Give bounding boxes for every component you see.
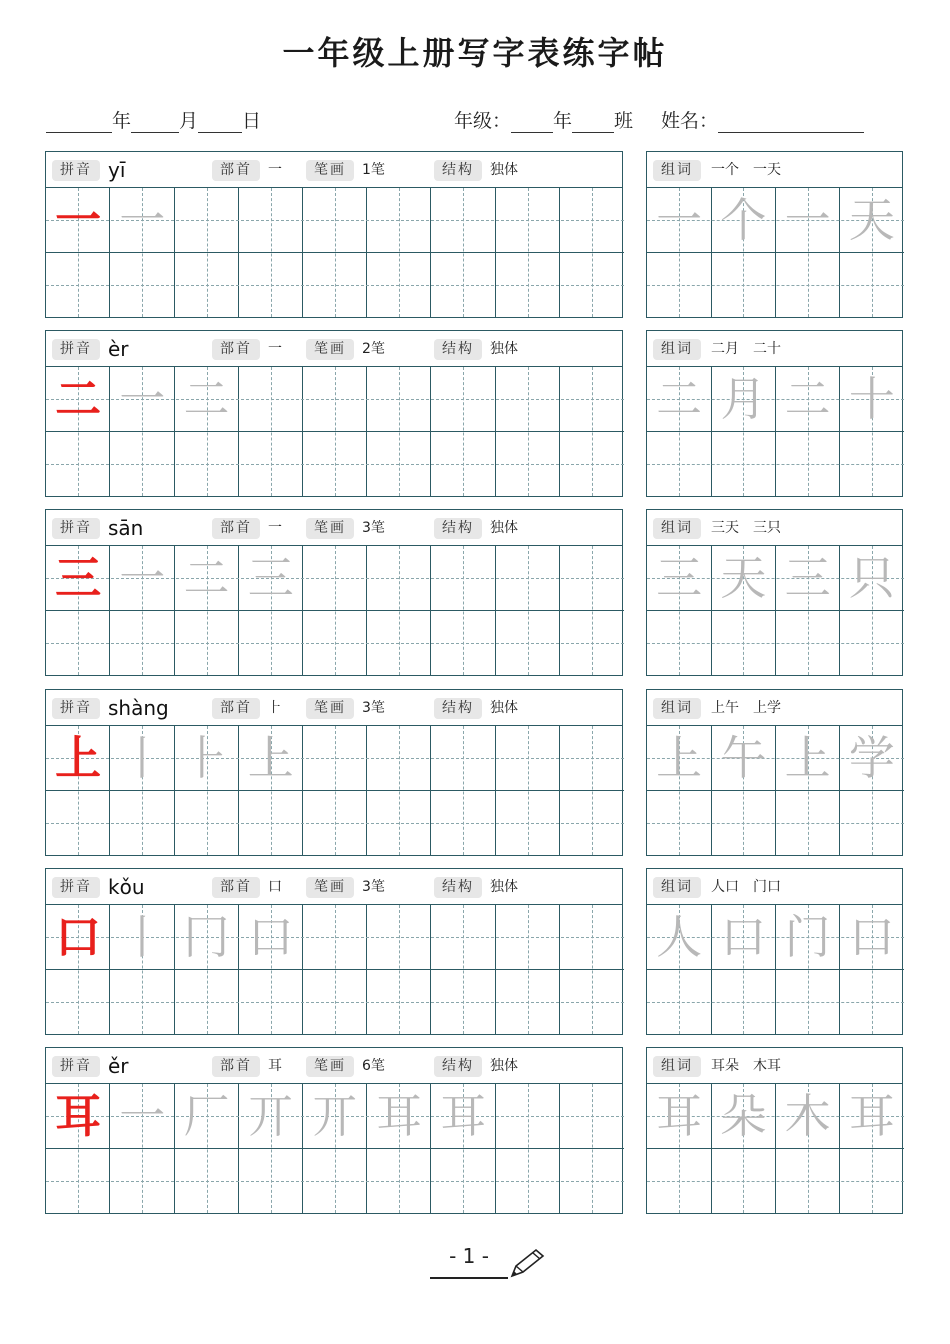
strokes-value: 3笔 [362,520,385,536]
strokes-tag: 笔画 [306,877,354,898]
radical-tag: 部首 [212,518,260,539]
trace-character: 一 [119,372,166,426]
trace-character: 天 [848,193,895,247]
page-number-underline [430,1277,508,1279]
writing-grid [647,726,904,855]
guide-line [528,726,529,855]
structure-value: 独体 [490,700,518,716]
grade-blank[interactable] [511,110,553,133]
pinyin-tag: 拼音 [52,339,100,360]
radical-tag: 部首 [212,339,260,360]
trace-character: 二 [183,372,230,426]
model-character: 一 [55,193,102,247]
trace-character: 口 [848,910,895,964]
strokes-value: 6笔 [362,1058,385,1074]
name-blank[interactable] [718,110,864,133]
guide-line [647,643,904,644]
guide-line [647,285,904,286]
strokes-tag: 笔画 [306,518,354,539]
character-panel [45,509,623,676]
trace-character: 一 [119,1089,166,1143]
trace-character: 个 [720,193,767,247]
writing-grid [647,367,904,496]
pencil-icon [508,1248,546,1280]
trace-character: 上 [784,731,831,785]
writing-grid [647,1084,904,1213]
words-tag: 组词 [653,160,701,181]
structure-value: 独体 [490,1058,518,1074]
trace-character: 口 [247,910,294,964]
guide-line [592,726,593,855]
character-panel [45,330,623,497]
character-panel [45,868,623,1035]
structure-value: 独体 [490,520,518,536]
trace-character: 一 [656,193,703,247]
character-panel [45,1047,623,1214]
guide-line [647,823,904,824]
structure-tag: 结构 [434,160,482,181]
guide-line [528,367,529,496]
student-info-row [46,106,902,136]
writing-grid [647,546,904,675]
pinyin-tag: 拼音 [52,160,100,181]
character-info-bar [46,869,622,905]
strokes-value: 2笔 [362,341,385,357]
guide-line [528,546,529,675]
character-panel [45,689,623,856]
structure-value: 独体 [490,341,518,357]
words-value: 耳朵 木耳 [711,1058,781,1074]
grade-year-label: 年 [553,110,573,132]
model-character: 上 [55,731,102,785]
name-label: 姓名： [661,110,719,132]
guide-line [463,367,464,496]
pinyin-tag: 拼音 [52,1056,100,1077]
words-value: 上午 上学 [711,700,781,716]
strokes-tag: 笔画 [306,698,354,719]
radical-value: ⺊ [268,700,282,716]
writing-grid [46,905,624,1034]
guide-line [46,464,624,465]
trace-character: 一 [119,551,166,605]
structure-tag: 结构 [434,518,482,539]
words-tag: 组词 [653,877,701,898]
class-label: 班 [614,110,634,132]
structure-value: 独体 [490,879,518,895]
trace-character: 耳 [848,1089,895,1143]
words-info-bar [647,690,902,726]
radical-value: 耳 [268,1058,282,1074]
trace-character: 天 [720,551,767,605]
guide-line [335,546,336,675]
character-info-bar [46,331,622,367]
words-tag: 组词 [653,1056,701,1077]
radical-value: 一 [268,341,282,357]
guide-line [399,546,400,675]
strokes-tag: 笔画 [306,1056,354,1077]
guide-line [46,823,624,824]
writing-grid [46,1084,624,1213]
trace-character: 二 [656,372,703,426]
words-panel [646,330,903,497]
month-blank[interactable] [131,110,179,133]
date-fields [46,106,261,133]
writing-grid [46,367,624,496]
character-info-bar [46,690,622,726]
guide-line [207,188,208,317]
guide-line [335,188,336,317]
words-value: 一个 一天 [711,162,781,178]
character-info-bar [46,1048,622,1084]
year-label: 年 [112,110,132,132]
trace-character: 冂 [183,910,230,964]
trace-character: 丌 [247,1089,294,1143]
words-info-bar [647,152,902,188]
words-value: 二月 二十 [711,341,781,357]
pinyin-value: yī [108,158,126,182]
strokes-value: 1笔 [362,162,385,178]
guide-line [399,726,400,855]
pinyin-tag: 拼音 [52,698,100,719]
strokes-value: 3笔 [362,879,385,895]
trace-character: 午 [720,731,767,785]
pinyin-value: shàng [108,696,169,720]
words-value: 人口 门口 [711,879,781,895]
guide-line [46,1002,624,1003]
guide-line [399,367,400,496]
class-blank[interactable] [572,110,614,133]
words-info-bar [647,510,902,546]
trace-character: 朵 [720,1089,767,1143]
guide-line [399,188,400,317]
trace-character: 丨 [119,910,166,964]
year-blank[interactable] [46,110,112,133]
page-title: 一年级上册写字表练字帖 [282,34,668,72]
writing-grid [647,905,904,1034]
trace-character: 二 [784,372,831,426]
words-panel [646,509,903,676]
trace-character: 一 [784,193,831,247]
radical-value: 一 [268,162,282,178]
words-info-bar [647,331,902,367]
radical-value: 口 [268,879,282,895]
guide-line [528,1084,529,1213]
guide-line [592,905,593,1034]
structure-tag: 结构 [434,698,482,719]
guide-line [46,285,624,286]
words-tag: 组词 [653,698,701,719]
writing-grid [46,726,624,855]
trace-character: 门 [784,910,831,964]
model-character: 三 [55,551,102,605]
trace-character: 木 [784,1089,831,1143]
guide-line [463,188,464,317]
trace-character: 丌 [311,1089,358,1143]
guide-line [592,188,593,317]
trace-character: 厂 [183,1089,230,1143]
writing-grid [647,188,904,317]
trace-character: 只 [848,551,895,605]
guide-line [46,1181,624,1182]
guide-line [463,905,464,1034]
trace-character: 二 [183,551,230,605]
trace-character: 学 [848,731,895,785]
guide-line [463,546,464,675]
model-character: 二 [55,372,102,426]
words-panel [646,1047,903,1214]
grade-label: 年级： [454,110,512,132]
day-label: 日 [242,110,262,132]
character-panel [45,151,623,318]
model-character: 耳 [55,1089,102,1143]
guide-line [592,546,593,675]
character-info-bar [46,152,622,188]
trace-character: 耳 [656,1089,703,1143]
trace-character: 三 [247,551,294,605]
guide-line [647,1181,904,1182]
guide-line [592,367,593,496]
radical-value: 一 [268,520,282,536]
words-panel [646,689,903,856]
radical-tag: 部首 [212,1056,260,1077]
radical-tag: 部首 [212,698,260,719]
guide-line [271,367,272,496]
guide-line [528,188,529,317]
guide-line [46,643,624,644]
trace-character: 耳 [440,1089,487,1143]
writing-grid [46,546,624,675]
guide-line [335,367,336,496]
pinyin-value: kǒu [108,875,145,899]
structure-tag: 结构 [434,877,482,898]
radical-tag: 部首 [212,160,260,181]
trace-character: ⺊ [183,731,230,785]
trace-character: 上 [247,731,294,785]
guide-line [463,726,464,855]
structure-tag: 结构 [434,1056,482,1077]
structure-tag: 结构 [434,339,482,360]
trace-character: 人 [656,910,703,964]
pinyin-tag: 拼音 [52,877,100,898]
guide-line [335,905,336,1034]
guide-line [647,1002,904,1003]
pinyin-value: ěr [108,1054,129,1078]
words-value: 三天 三只 [711,520,781,536]
words-panel [646,868,903,1035]
guide-line [271,188,272,317]
structure-value: 独体 [490,162,518,178]
guide-line [647,464,904,465]
guide-line [399,905,400,1034]
trace-character: 三 [656,551,703,605]
words-panel [646,151,903,318]
trace-character: 一 [119,193,166,247]
writing-grid [46,188,624,317]
trace-character: 三 [784,551,831,605]
strokes-tag: 笔画 [306,339,354,360]
words-tag: 组词 [653,518,701,539]
trace-character: 上 [656,731,703,785]
trace-character: 十 [848,372,895,426]
page-number: - 1 - [449,1244,489,1268]
trace-character: 月 [720,372,767,426]
pinyin-value: sān [108,516,144,540]
strokes-value: 3笔 [362,700,385,716]
pinyin-value: èr [108,337,129,361]
guide-line [528,905,529,1034]
strokes-tag: 笔画 [306,160,354,181]
trace-character: 口 [720,910,767,964]
words-info-bar [647,1048,902,1084]
character-info-bar [46,510,622,546]
guide-line [592,1084,593,1213]
class-fields [454,106,864,133]
pinyin-tag: 拼音 [52,518,100,539]
day-blank[interactable] [198,110,242,133]
radical-tag: 部首 [212,877,260,898]
words-info-bar [647,869,902,905]
words-tag: 组词 [653,339,701,360]
trace-character: 耳 [376,1089,423,1143]
guide-line [335,726,336,855]
month-label: 月 [179,110,199,132]
trace-character: 丨 [119,731,166,785]
model-character: 口 [55,910,102,964]
